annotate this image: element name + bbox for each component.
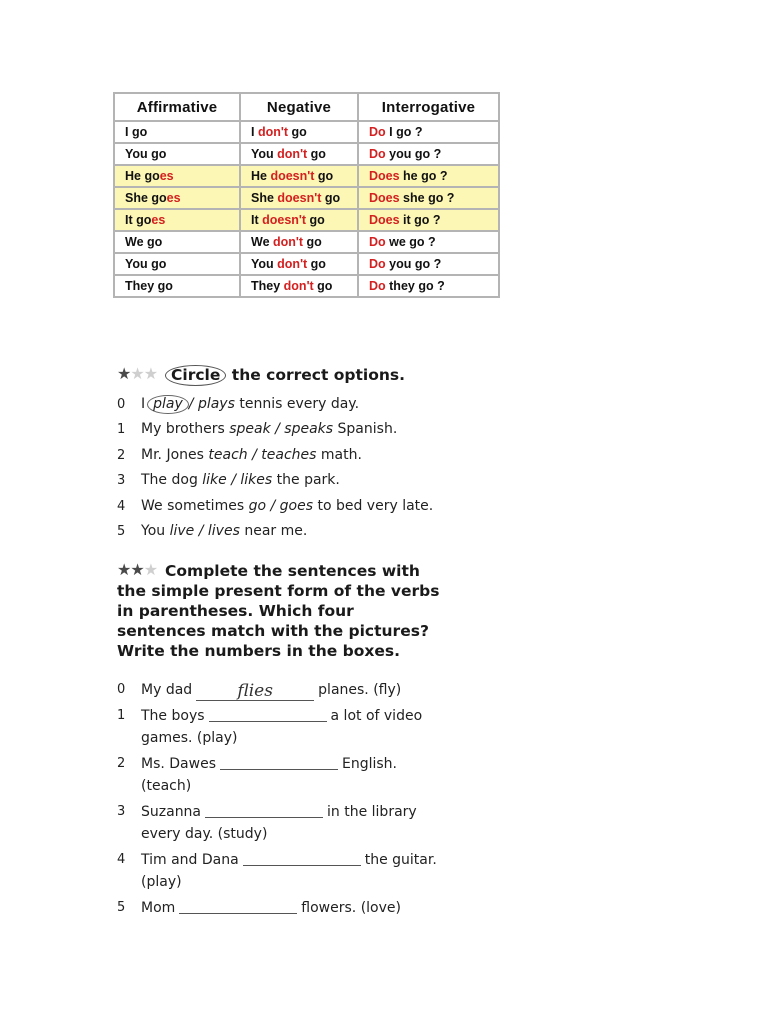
circled-answer [147, 395, 189, 414]
auxiliary-highlight: Does [369, 213, 400, 227]
auxiliary-highlight: don't [273, 235, 304, 249]
cell-text: We [251, 235, 273, 249]
item-number: 3 [117, 473, 126, 489]
cell-negative [240, 187, 358, 209]
table-row [114, 121, 499, 143]
cell-text: you go ? [385, 147, 442, 161]
item-number: 2 [117, 447, 126, 463]
cell-affirmative [114, 187, 240, 209]
cell-text: you go ? [385, 257, 442, 271]
cell-text: She [251, 191, 278, 205]
exercise-1 [117, 364, 457, 544]
auxiliary-highlight: doesn't [277, 191, 322, 205]
exercise-2-list [117, 679, 447, 702]
table-row [114, 231, 499, 253]
item-subject: I [141, 396, 146, 412]
auxiliary-highlight: Does [369, 191, 400, 205]
auxiliary-highlight: doesn't [262, 213, 307, 227]
auxiliary-highlight: Do [369, 279, 386, 293]
item-rest: tennis every day. [239, 396, 360, 412]
cell-text: go [321, 191, 341, 205]
cell-text: he go ? [399, 169, 448, 183]
difficulty-stars-icon [117, 560, 157, 579]
item-option: go / goes [248, 497, 314, 514]
circle-keyword: Circle [165, 365, 226, 386]
exercise-1-list [117, 392, 457, 417]
item-number: 2 [117, 755, 126, 771]
cell-interrogative [358, 209, 499, 231]
table-row [114, 165, 499, 187]
item-subject: The boys [141, 707, 205, 724]
list-item [117, 705, 447, 750]
item-number: 5 [117, 524, 126, 540]
auxiliary-highlight: Do [369, 257, 386, 271]
cell-interrogative [358, 143, 499, 165]
cell-negative [240, 209, 358, 231]
cell-text: It go [125, 213, 152, 227]
item-subject: Ms. Dawes [141, 755, 216, 772]
cell-negative [240, 165, 358, 187]
item-number: 0 [117, 682, 126, 697]
item-rest: near me. [244, 523, 308, 540]
table-row [114, 275, 499, 297]
auxiliary-highlight: doesn't [270, 169, 315, 183]
cell-text: I [251, 125, 258, 139]
item-option: teach / teaches [208, 446, 317, 463]
answer-blank [179, 899, 297, 914]
header-affirmative: Affirmative [114, 93, 240, 121]
auxiliary-highlight: don't [277, 257, 308, 271]
grammar-table [113, 92, 500, 298]
star-empty-icon: ★ [130, 364, 144, 383]
cell-negative [240, 143, 358, 165]
answer-blank: flies [196, 682, 314, 701]
item-rest: in the library every day. (study) [141, 803, 417, 842]
header-negative: Negative [240, 93, 358, 121]
cell-interrogative [358, 253, 499, 275]
item-number: 4 [117, 498, 126, 514]
cell-text: You [251, 257, 278, 271]
cell-text: They [251, 279, 284, 293]
auxiliary-highlight: don't [277, 147, 308, 161]
table-row [114, 187, 499, 209]
item-rest: a lot of video games. (play) [141, 707, 423, 746]
cell-text: go [303, 235, 322, 249]
list-item [117, 519, 457, 544]
star-filled-icon: ★ [117, 560, 131, 579]
cell-text: we go ? [385, 235, 436, 249]
cell-interrogative [358, 231, 499, 253]
item-subject: The dog [141, 472, 198, 489]
item-number: 5 [117, 899, 126, 915]
auxiliary-highlight: Do [369, 125, 386, 139]
cell-affirmative [114, 231, 240, 253]
exercise-1-items [117, 417, 457, 544]
auxiliary-highlight: Does [369, 169, 400, 183]
list-item [117, 392, 457, 417]
table-row [114, 143, 499, 165]
cell-text: go [307, 257, 326, 271]
table-row [114, 209, 499, 231]
item-rest: to bed very late. [317, 497, 434, 514]
instruction-text: Complete the sentences with the simple present form of the verbs in parentheses. Which four sentences match with the pictures? Write the numbers in the boxes. [117, 562, 440, 660]
cell-affirmative [114, 143, 240, 165]
item-option: speak / speaks [229, 421, 334, 438]
cell-text: go [313, 279, 333, 293]
cell-affirmative [114, 165, 240, 187]
cell-text: go [306, 213, 325, 227]
difficulty-stars-icon [117, 364, 157, 383]
item-option: live / lives [169, 523, 240, 540]
cell-text: go [307, 147, 326, 161]
item-number: 3 [117, 803, 126, 819]
auxiliary-highlight: Do [369, 235, 386, 249]
cell-text: They go [125, 279, 173, 293]
exercise-1-instruction [117, 364, 457, 386]
item-subject: My brothers [141, 421, 225, 438]
auxiliary-highlight: don't [257, 125, 288, 139]
item-subject: You [141, 523, 166, 540]
cell-affirmative [114, 121, 240, 143]
cell-text: You go [125, 147, 167, 161]
table-row [114, 253, 499, 275]
table-header-row [114, 93, 499, 121]
item-option: like / likes [202, 472, 273, 489]
answer-blank [205, 803, 323, 818]
item-subject: Mr. Jones [141, 446, 204, 463]
item-subject: Mom [141, 899, 176, 916]
list-item [117, 849, 447, 894]
cell-text: I go [125, 125, 148, 139]
answer-blank [220, 755, 338, 770]
star-filled-icon: ★ [130, 560, 144, 579]
item-subject: Suzanna [141, 803, 202, 820]
list-item [117, 494, 457, 519]
cell-affirmative [114, 253, 240, 275]
table-body [114, 121, 499, 297]
item-number: 1 [117, 422, 126, 438]
ending-highlight: es [159, 169, 174, 183]
exercise-2-instruction [117, 560, 447, 661]
list-item [117, 897, 447, 920]
cell-text: She go [125, 191, 167, 205]
item-rest: the guitar. (play) [141, 851, 437, 890]
cell-text: I go ? [385, 125, 423, 139]
answer-blank [243, 851, 361, 866]
item-number: 1 [117, 707, 126, 723]
list-item [117, 468, 457, 493]
exercise-2-items [117, 705, 447, 920]
item-subject: Tim and Dana [141, 851, 239, 868]
cell-affirmative [114, 275, 240, 297]
cell-interrogative [358, 121, 499, 143]
cell-negative [240, 253, 358, 275]
cell-text: You [251, 147, 278, 161]
cell-interrogative [358, 187, 499, 209]
exercise-2 [117, 560, 447, 922]
ending-highlight: es [151, 213, 166, 227]
star-filled-icon: ★ [117, 364, 131, 383]
cell-text: He go [125, 169, 160, 183]
item-rest: English. (teach) [141, 755, 398, 794]
circled-answer-text: play [153, 396, 183, 412]
cell-text: He [251, 169, 271, 183]
cell-text: it go ? [399, 213, 441, 227]
cell-negative [240, 231, 358, 253]
list-item [117, 679, 447, 702]
item-rest: math. [320, 446, 362, 463]
list-item [117, 417, 457, 442]
star-empty-icon: ★ [143, 364, 158, 383]
list-item [117, 443, 457, 468]
answer-blank [209, 707, 327, 722]
cell-interrogative [358, 165, 499, 187]
cell-interrogative [358, 275, 499, 297]
header-interrogative: Interrogative [358, 93, 499, 121]
cell-affirmative [114, 209, 240, 231]
cell-text: she go ? [399, 191, 455, 205]
cell-negative [240, 275, 358, 297]
ending-highlight: es [166, 191, 181, 205]
instruction-text: the correct options. [231, 366, 406, 384]
item-subject: My dad [141, 682, 193, 698]
item-rest: Spanish. [337, 421, 398, 438]
item-rest: planes. (fly) [318, 682, 402, 698]
cell-text: You go [125, 257, 167, 271]
list-item [117, 753, 447, 798]
item-option: / plays [188, 396, 235, 412]
cell-text: It [251, 213, 263, 227]
star-empty-icon: ★ [143, 560, 158, 579]
cell-text: go [314, 169, 334, 183]
cell-text: go [288, 125, 307, 139]
list-item [117, 801, 447, 846]
cell-text: they go ? [385, 279, 445, 293]
item-subject: We sometimes [141, 497, 245, 514]
item-rest: the park. [276, 472, 340, 489]
auxiliary-highlight: don't [283, 279, 314, 293]
auxiliary-highlight: Do [369, 147, 386, 161]
item-number: 0 [117, 397, 126, 412]
cell-text: We go [125, 235, 163, 249]
item-rest: flowers. (love) [301, 899, 401, 916]
cell-negative [240, 121, 358, 143]
item-number: 4 [117, 851, 126, 867]
